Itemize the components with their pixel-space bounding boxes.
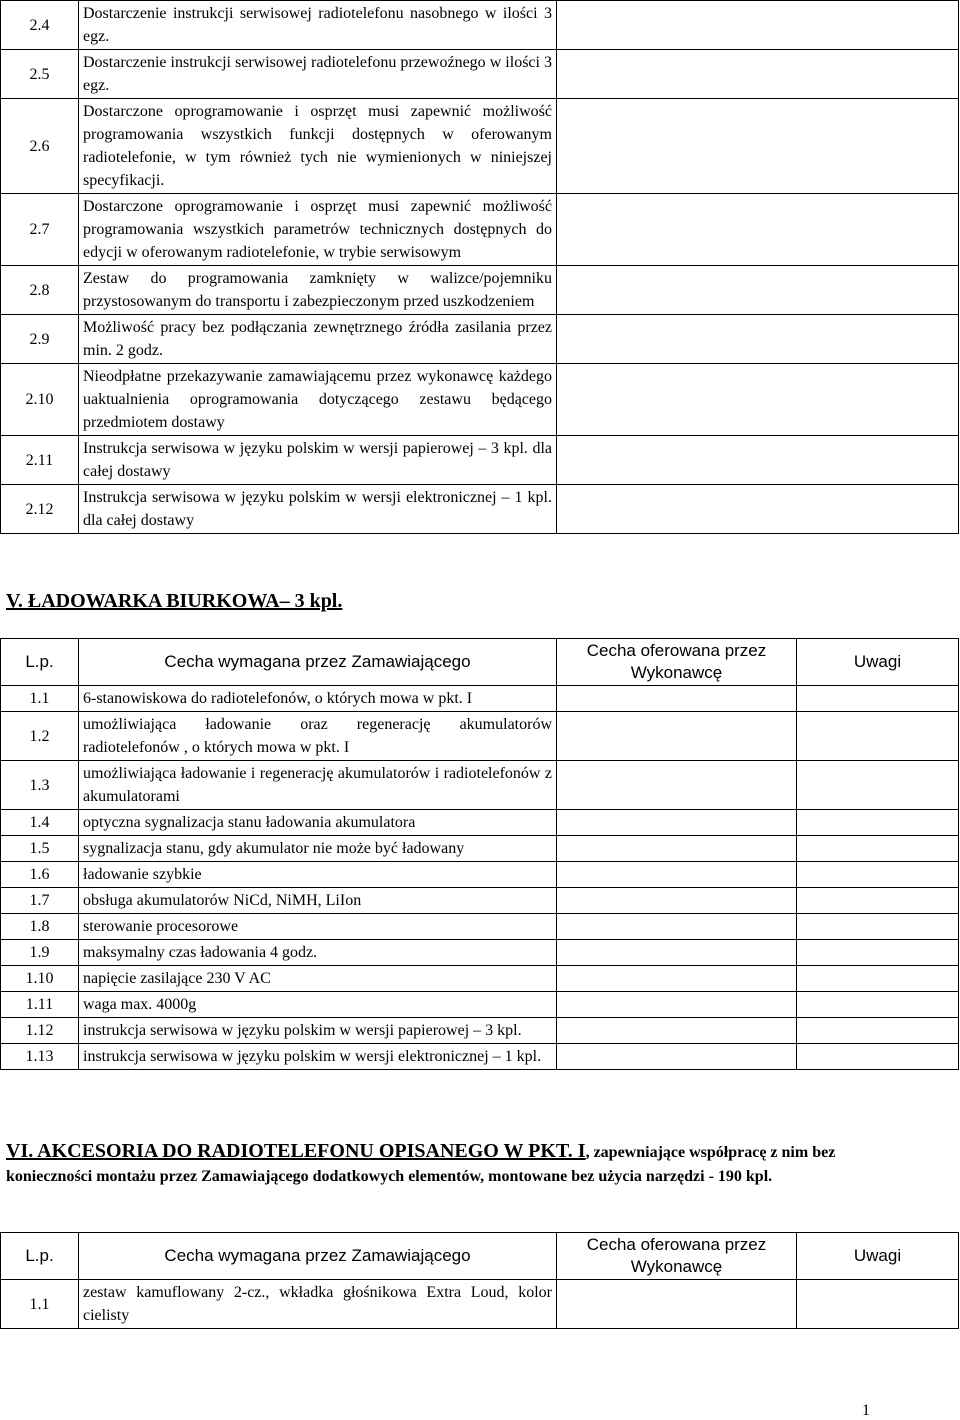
row-number: 1.3: [1, 761, 79, 810]
offered-cell: [557, 992, 797, 1018]
requirement-text: optyczna sygnalizacja stanu ładowania akumulatora: [79, 810, 557, 836]
col-header-lp: L.p.: [1, 1233, 79, 1280]
notes-cell: [797, 992, 959, 1018]
requirement-text: Zestaw do programowania zamknięty w walizce/pojemniku przystosowanym do transportu i zabezpieczonym przed uszkodzeniem: [79, 266, 557, 315]
offered-cell: [557, 761, 797, 810]
requirement-text: Instrukcja serwisowa w języku polskim w wersji papierowej – 3 kpl. dla całej dostawy: [79, 436, 557, 485]
requirement-text: Dostarczenie instrukcji serwisowej radiotelefonu przewoźnego w ilości 3 egz.: [79, 50, 557, 99]
table-row: [1, 1, 959, 50]
requirement-text: maksymalny czas ładowania 4 godz.: [79, 940, 557, 966]
empty-cell: [557, 364, 959, 436]
notes-cell: [797, 712, 959, 761]
offered-cell: [557, 862, 797, 888]
notes-cell: [797, 966, 959, 992]
notes-cell: [797, 761, 959, 810]
col-header-notes: Uwagi: [797, 639, 959, 686]
row-number: 1.1: [1, 686, 79, 712]
offered-cell: [557, 966, 797, 992]
offered-cell: [557, 940, 797, 966]
offered-cell: [557, 1018, 797, 1044]
table-row: [1, 266, 959, 315]
requirement-text: umożliwiająca ładowanie oraz regenerację akumulatorów radiotelefonów , o których mowa w pkt. I: [79, 712, 557, 761]
empty-cell: [557, 99, 959, 194]
table-row: [1, 966, 959, 992]
row-number: 1.13: [1, 1044, 79, 1070]
table-row: [1, 1018, 959, 1044]
table-row: [1, 761, 959, 810]
requirement-text: Nieodpłatne przekazywanie zamawiającemu przez wykonawcę każdego uaktualnienia oprogramowania dotyczącego zestawu będącego przedmiotem dostawy: [79, 364, 557, 436]
offered-cell: [557, 712, 797, 761]
empty-cell: [557, 436, 959, 485]
table-row: [1, 364, 959, 436]
table-row: [1, 50, 959, 99]
col-header-offered: Cecha oferowana przez Wykonawcę: [557, 639, 797, 686]
offered-cell: [557, 1044, 797, 1070]
requirement-text: sterowanie procesorowe: [79, 914, 557, 940]
offered-cell: [557, 888, 797, 914]
requirement-text: napięcie zasilające 230 V AC: [79, 966, 557, 992]
requirement-text: waga max. 4000g: [79, 992, 557, 1018]
row-number: 2.6: [1, 99, 79, 194]
requirement-text: instrukcja serwisowa w języku polskim w wersji papierowej – 3 kpl.: [79, 1018, 557, 1044]
table-row: [1, 99, 959, 194]
requirement-text: Dostarczone oprogramowanie i osprzęt musi zapewnić możliwość programowania wszystkich funkcji dostępnych w oferowanym radiotelefonie, w tym również tych nie wymienionych w niniejszej specyfikacji.: [79, 99, 557, 194]
table-row: [1, 940, 959, 966]
table-row: [1, 1044, 959, 1070]
empty-cell: [557, 485, 959, 534]
requirement-text: zestaw kamuflowany 2-cz., wkładka głośnikowa Extra Loud, kolor cielisty: [79, 1280, 557, 1329]
notes-cell: [797, 862, 959, 888]
col-header-required: Cecha wymagana przez Zamawiającego: [79, 639, 557, 686]
row-number: 2.11: [1, 436, 79, 485]
row-number: 2.12: [1, 485, 79, 534]
requirement-text: instrukcja serwisowa w języku polskim w wersji elektronicznej – 1 kpl.: [79, 1044, 557, 1070]
requirement-text: Możliwość pracy bez podłączania zewnętrznego źródła zasilania przez min. 2 godz.: [79, 315, 557, 364]
row-number: 1.7: [1, 888, 79, 914]
row-number: 2.7: [1, 194, 79, 266]
notes-cell: [797, 940, 959, 966]
row-number: 1.11: [1, 992, 79, 1018]
table-row: [1, 436, 959, 485]
section-5-heading: V. ŁADOWARKA BIURKOWA– 3 kpl.: [6, 590, 343, 612]
requirement-text: obsługa akumulatorów NiCd, NiMH, LiIon: [79, 888, 557, 914]
row-number: 1.9: [1, 940, 79, 966]
col-header-notes: Uwagi: [797, 1233, 959, 1280]
table-row: [1, 485, 959, 534]
row-number: 1.4: [1, 810, 79, 836]
table-section-5: [0, 638, 959, 1070]
table-row: [1, 888, 959, 914]
row-number: 1.6: [1, 862, 79, 888]
notes-cell: [797, 888, 959, 914]
table-row: [1, 1280, 959, 1329]
requirement-text: Instrukcja serwisowa w języku polskim w wersji elektronicznej – 1 kpl. dla całej dostawy: [79, 485, 557, 534]
row-number: 1.2: [1, 712, 79, 761]
notes-cell: [797, 1044, 959, 1070]
empty-cell: [557, 50, 959, 99]
requirement-text: 6-stanowiskowa do radiotelefonów, o których mowa w pkt. I: [79, 686, 557, 712]
table-row: [1, 992, 959, 1018]
empty-cell: [557, 315, 959, 364]
row-number: 2.4: [1, 1, 79, 50]
empty-cell: [557, 266, 959, 315]
offered-cell: [557, 836, 797, 862]
table-row: [1, 836, 959, 862]
col-header-lp: L.p.: [1, 639, 79, 686]
col-header-offered: Cecha oferowana przez Wykonawcę: [557, 1233, 797, 1280]
table-section-6: [0, 1232, 959, 1329]
offered-cell: [557, 914, 797, 940]
table-row: [1, 914, 959, 940]
table-section-2: [0, 0, 959, 534]
row-number: 2.9: [1, 315, 79, 364]
requirement-text: ładowanie szybkie: [79, 862, 557, 888]
row-number: 1.8: [1, 914, 79, 940]
page-number: 1: [862, 1402, 870, 1419]
notes-cell: [797, 810, 959, 836]
row-number: 2.10: [1, 364, 79, 436]
notes-cell: [797, 686, 959, 712]
offered-cell: [557, 686, 797, 712]
notes-cell: [797, 1018, 959, 1044]
table-row: [1, 194, 959, 266]
requirement-text: umożliwiająca ładowanie i regenerację akumulatorów i radiotelefonów z akumulatorami: [79, 761, 557, 810]
offered-cell: [557, 1280, 797, 1329]
table-row: [1, 315, 959, 364]
row-number: 1.10: [1, 966, 79, 992]
row-number: 1.5: [1, 836, 79, 862]
empty-cell: [557, 1, 959, 50]
requirement-text: sygnalizacja stanu, gdy akumulator nie może być ładowany: [79, 836, 557, 862]
row-number: 1.1: [1, 1280, 79, 1329]
notes-cell: [797, 1280, 959, 1329]
notes-cell: [797, 914, 959, 940]
requirement-text: Dostarczone oprogramowanie i osprzęt musi zapewnić możliwość programowania wszystkich parametrów technicznych dostępnych do edycji w oferowanym radiotelefonie, w trybie serwisowym: [79, 194, 557, 266]
table-row: [1, 810, 959, 836]
notes-cell: [797, 836, 959, 862]
table-row: [1, 686, 959, 712]
table-row: [1, 862, 959, 888]
row-number: 2.5: [1, 50, 79, 99]
row-number: 2.8: [1, 266, 79, 315]
table-row: [1, 712, 959, 761]
offered-cell: [557, 810, 797, 836]
requirement-text: Dostarczenie instrukcji serwisowej radiotelefonu nasobnego w ilości 3 egz.: [79, 1, 557, 50]
empty-cell: [557, 194, 959, 266]
section-6-heading: VI. AKCESORIA DO RADIOTELEFONU OPISANEGO W PKT. I, zapewniające współpracę z nim bez konieczności montażu przez Zamawiającego dodatkowych elementów, montowane bez użycia narzędzi - 190 kpl.: [6, 1140, 836, 1185]
row-number: 1.12: [1, 1018, 79, 1044]
col-header-required: Cecha wymagana przez Zamawiającego: [79, 1233, 557, 1280]
